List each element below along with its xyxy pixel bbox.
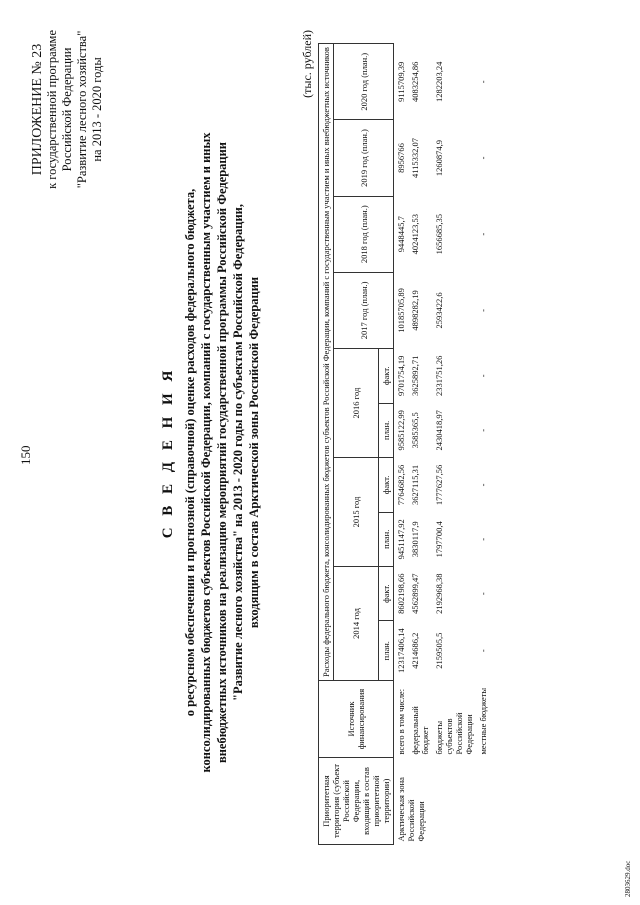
source-cell: всего в том числе:: [396, 688, 406, 755]
value-cell: 2593422,6: [434, 292, 444, 329]
header-expenses: Расходы федерального бюджета, консолидированных бюджетов субъектов Российской Федерации, компаний с государственным участием и иных внебюджетных источников: [319, 44, 334, 681]
header-fact: факт.: [379, 458, 394, 513]
value-cell: 9448445,7: [396, 216, 406, 253]
header-plan: план.: [379, 621, 394, 681]
title-line: консолидированных бюджетов субъектов Российской Федерации, компаний с государственным участием и иных: [199, 132, 213, 773]
appendix-line: Российской Федерации: [60, 47, 74, 172]
value-cell: 9451147,92: [396, 519, 406, 560]
title-heading: С В Е Д Е Н И Я: [160, 366, 176, 539]
appendix-line: к государственной программе: [45, 30, 59, 189]
source-cell: бюджеты субъектов Российской Федерации: [434, 712, 474, 755]
value-cell: 2331751,26: [434, 355, 444, 396]
header-source: Источник финансирования: [319, 681, 394, 758]
value-cell: -: [478, 232, 488, 236]
value-cell: -: [478, 308, 488, 312]
header-year: 2019 год (план.): [334, 120, 394, 196]
value-cell: 3585365,5: [410, 412, 420, 449]
territory-cell: Арктическая зона Российской Федерации: [396, 777, 426, 842]
value-cell: 4024123,53: [410, 214, 420, 255]
value-cell: -: [478, 483, 488, 487]
source-cell: федеральный бюджет: [410, 706, 430, 755]
value-cell: 3627115,31: [410, 464, 420, 505]
header-year: 2017 год (план.): [334, 272, 394, 348]
value-cell: -: [478, 649, 488, 653]
value-cell: -: [478, 374, 488, 378]
header-year: 2016 год: [334, 349, 379, 458]
header-plan: план.: [379, 403, 394, 458]
value-cell: 1282203,24: [434, 61, 444, 102]
appendix-line: "Развитие лесного хозяйства": [75, 30, 89, 189]
value-cell: 3830117,9: [410, 521, 420, 558]
page-number: 150: [18, 445, 33, 465]
appendix-number: ПРИЛОЖЕНИЕ № 23: [30, 43, 45, 176]
source-cell: местные бюджеты: [478, 687, 488, 755]
value-cell: 8956766: [396, 143, 406, 173]
value-cell: 1797700,4: [434, 521, 444, 558]
value-cell: -: [478, 156, 488, 160]
document-id: 2803629.doc: [624, 860, 632, 897]
table-row: [394, 44, 409, 845]
value-cell: 9115709,39: [396, 61, 406, 102]
table-row: [432, 44, 476, 845]
header-territory: Приоритетная территория (субъект Российской Федерации, входящий в состав приоритетной территории): [319, 758, 394, 845]
value-cell: 2430418,97: [434, 410, 444, 451]
value-cell: 9585122,99: [396, 410, 406, 451]
table-row: [476, 44, 490, 845]
title-line: о ресурсном обеспечении и прогнозной (справочной) оценке расходов федерального бюджета,: [183, 188, 197, 717]
value-cell: 1656685,35: [434, 214, 444, 255]
document-title: [160, 60, 262, 845]
value-cell: 4083254,86: [410, 61, 420, 102]
header-year: 2020 год (план.): [334, 44, 394, 120]
header-fact: факт.: [379, 566, 394, 621]
value-cell: 4115332,07: [410, 137, 420, 179]
value-cell: 8602198,66: [396, 573, 406, 614]
value-cell: 2159505,5: [434, 632, 444, 669]
value-cell: 12317406,14: [396, 628, 406, 674]
value-cell: 2192968,38: [434, 573, 444, 614]
value-cell: 9701754,19: [396, 355, 406, 396]
value-cell: 4562899,47: [410, 573, 420, 614]
value-cell: 1777627,56: [434, 464, 444, 506]
value-cell: -: [478, 537, 488, 541]
value-cell: 3625892,71: [410, 355, 420, 396]
value-cell: -: [478, 592, 488, 596]
value-cell: -: [478, 80, 488, 84]
header-fact: факт.: [379, 349, 394, 404]
expenses-table: [318, 43, 490, 845]
unit-label: (тыс. рублей): [300, 30, 314, 98]
header-year: 2015 год: [334, 458, 379, 567]
header-year: 2014 год: [334, 566, 379, 680]
value-cell: 4214686,2: [410, 632, 420, 669]
appendix-line: на 2013 - 2020 годы: [90, 57, 104, 162]
value-cell: 10185705,89: [396, 288, 406, 333]
appendix-block: [30, 30, 105, 189]
title-line: внебюджетных источников на реализацию мероприятий государственной программы Российской Федерации: [215, 141, 229, 764]
header-plan: план.: [379, 512, 394, 566]
value-cell: 1260874,9: [434, 139, 444, 177]
table-row: [408, 44, 432, 845]
value-cell: -: [478, 428, 488, 432]
title-line: "Развитие лесного хозяйства" на 2013 - 2020 годы по субъектам Российской Федерации,: [231, 204, 245, 701]
value-cell: 4898282,19: [410, 290, 420, 331]
title-line: входящим в состав Арктической зоны Российской Федерации: [247, 276, 261, 629]
value-cell: 7764682,56: [396, 464, 406, 506]
header-year: 2018 год (план.): [334, 196, 394, 272]
